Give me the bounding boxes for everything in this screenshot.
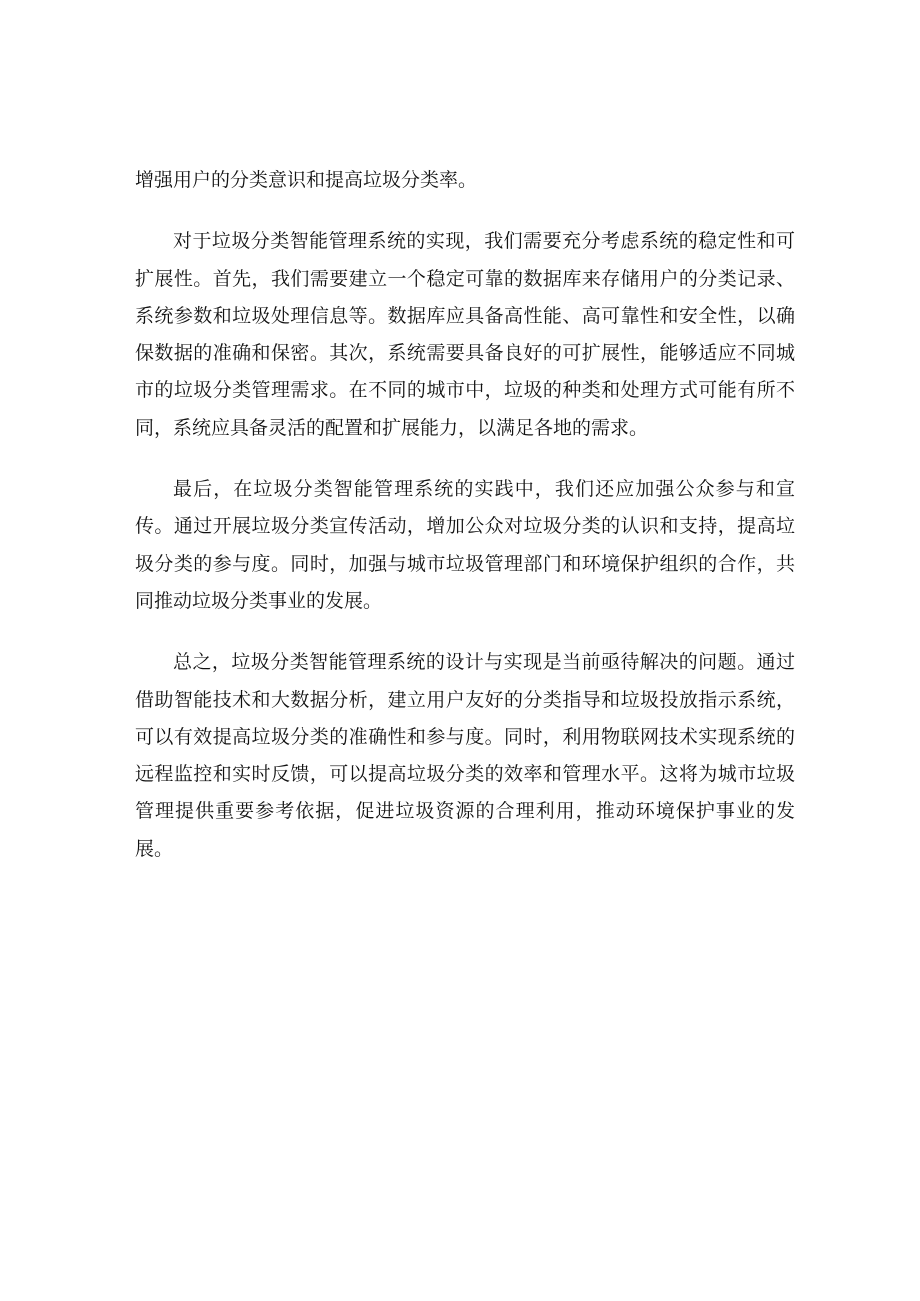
paragraph-public-participation: 最后，在垃圾分类智能管理系统的实践中，我们还应加强公众参与和宣传。通过开展垃圾分类宣传活动，增加公众对垃圾分类的认识和支持，提高垃圾分类的参与度。同时，加强与城市垃圾管理部门和环境保护组织的合作，共同推动垃圾分类事业的发展。 [135,478,795,612]
paragraph-continuation: 增强用户的分类意识和提高垃圾分类率。 [135,169,478,191]
paragraph-implementation: 对于垃圾分类智能管理系统的实现，我们需要充分考虑系统的稳定性和可扩展性。首先，我们需要建立一个稳定可靠的数据库来存储用户的分类记录、系统参数和垃圾处理信息等。数据库应具备高性能、高可靠性和安全性，以确保数据的准确和保密。其次，系统需要具备良好的可扩展性，能够适应不同城市的垃圾分类管理需求。在不同的城市中，垃圾的种类和处理方式可能有所不同，系统应具备灵活的配置和扩展能力，以满足各地的需求。 [135,230,795,439]
paragraph-conclusion: 总之，垃圾分类智能管理系统的设计与实现是当前亟待解决的问题。通过借助智能技术和大数据分析，建立用户友好的分类指导和垃圾投放指示系统，可以有效提高垃圾分类的准确性和参与度。同时，利用物联网技术实现系统的远程监控和实时反馈，可以提高垃圾分类的效率和管理水平。这将为城市垃圾管理提供重要参考依据，促进垃圾资源的合理利用，推动环境保护事业的发展。 [135,651,795,860]
document-body [135,162,795,868]
